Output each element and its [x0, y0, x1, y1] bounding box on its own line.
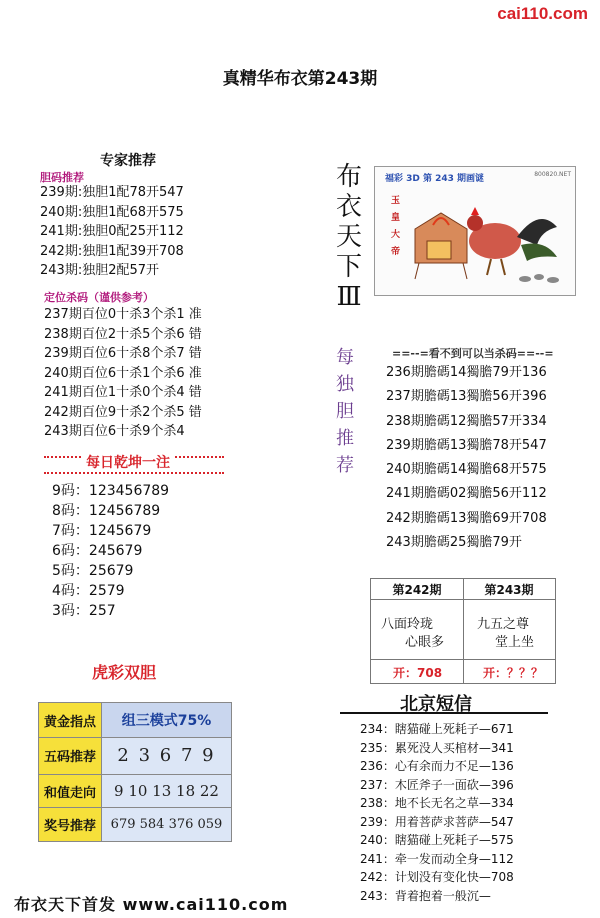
list-item: 242期百位9十杀2个杀5 错 [44, 404, 202, 420]
list-item: 240期膽碼14獨膽68开575 [386, 462, 547, 478]
vertical-char: 玉 [391, 196, 401, 206]
riddle-table [370, 578, 556, 684]
tiger-value: 679 584 376 059 [102, 808, 232, 842]
vertical-recommend [332, 344, 358, 479]
list-item: 238期百位2十杀5个杀6 错 [44, 326, 202, 342]
divider [44, 472, 224, 474]
riddle-col2-line2: 堂上坐 [495, 635, 535, 650]
kill-list [44, 305, 202, 442]
vertical-char: 下 [335, 252, 362, 282]
site-logo-text[interactable]: cai110.com [497, 4, 588, 23]
vertical-char: 衣 [335, 192, 362, 222]
list-item: 4码：2579 [52, 583, 125, 599]
footer-text[interactable]: 布衣天下首发 www.cai110.com [14, 895, 289, 914]
list-item: 243期膽碼25獨膽79开 [386, 535, 522, 551]
vertical-title [334, 162, 364, 312]
riddle-col2-head: 第243期 [484, 583, 534, 597]
list-item: 243：背着抱着一般沉— [360, 888, 491, 903]
beijing-list [360, 720, 514, 905]
list-item: 5码：25679 [52, 563, 134, 579]
vertical-char: 大 [391, 230, 401, 240]
list-item: 238期膽碼12獨膽57开334 [386, 413, 547, 429]
list-item: 8码：12456789 [52, 503, 161, 519]
list-item: 239期百位6十杀8个杀7 错 [44, 346, 202, 361]
riddle-col1-line2: 心眼多 [405, 635, 445, 650]
poster-caption: 福彩 3D 第 243 期画谜 [385, 174, 485, 184]
poster-illustration [375, 167, 575, 295]
tiger-value: 9 10 13 18 22 [102, 774, 232, 808]
stones-icon [519, 274, 559, 283]
dan-list [40, 183, 184, 281]
list-item: 237：木匠斧子一面砍—396 [360, 777, 514, 792]
list-item: 239期:独胆1配78开547 [40, 185, 184, 200]
list-item: 238：地不长无名之草—334 [360, 796, 514, 810]
vertical-char: 帝 [391, 247, 401, 257]
tiger-value: 2 3 6 7 9 [102, 738, 232, 775]
riddle-col2-open: 开：？？？ [483, 666, 544, 680]
vertical-char: Ⅲ [336, 282, 362, 312]
list-item: 240期百位6十杀1个杀6 准 [44, 365, 202, 381]
beijing-heading: 北京短信 [400, 694, 472, 715]
vertical-char: 推 [336, 428, 354, 449]
vertical-char: 布 [335, 162, 362, 192]
tiger-label: 奖号推荐 [39, 808, 102, 842]
list-item: 236：心有余而力不足—136 [360, 759, 514, 773]
list-item: 234：瞎猫碰上死耗子—671 [360, 722, 514, 736]
list-item: 241期:独胆0配25开112 [40, 224, 184, 239]
daily-heading: 每日乾坤一注 [82, 452, 174, 472]
riddle-col1-head: 第242期 [392, 583, 442, 597]
tiger-label: 和值走向 [39, 774, 102, 808]
list-item: 7码：1245679 [52, 523, 152, 539]
divider [371, 599, 555, 600]
vertical-char: 皇 [391, 213, 401, 223]
kill-subheading: 定位杀码（谨供参考） [44, 291, 154, 304]
list-item: 242期膽碼13獨膽69开708 [386, 510, 547, 526]
list-item: 235：累死没人买棺材—341 [360, 740, 514, 755]
divider [371, 659, 555, 660]
vertical-char: 荐 [336, 455, 354, 476]
page-title: 真精华布衣第243期 [222, 69, 378, 89]
list-item: 240：瞎猫碰上死耗子—575 [360, 833, 514, 847]
vertical-char: 独 [336, 374, 354, 395]
list-item: 239：用着菩萨求菩萨—547 [360, 814, 514, 829]
dan-subheading: 胆码推荐 [40, 171, 84, 184]
list-item: 237期百位0十杀3个杀1 准 [44, 307, 202, 322]
list-item: 9码：123456789 [52, 483, 170, 499]
tiger-table [38, 702, 232, 842]
poster-corner-text: 800820.NET [534, 171, 571, 178]
list-item: 241：牵一发而动全身—112 [360, 851, 514, 866]
list-item: 241期膽碼02獨膽56开112 [386, 486, 547, 502]
dudan-banner: ==--=看不到可以当杀码==--= [392, 347, 554, 360]
riddle-poster [374, 166, 576, 296]
rooster-icon [467, 207, 557, 275]
riddle-col1-open: 开：708 [393, 666, 443, 680]
dudan-list [386, 361, 547, 555]
list-item: 241期百位1十杀0个杀4 错 [44, 385, 202, 400]
riddle-col1-line1: 八面玲珑 [381, 617, 434, 632]
expert-heading: 专家推荐 [100, 153, 156, 169]
tiger-label: 五码推荐 [39, 738, 102, 775]
daily-codes [52, 481, 169, 621]
vertical-char: 天 [335, 222, 362, 252]
list-item: 242期:独胆1配39开708 [40, 243, 184, 259]
riddle-col2-line1: 九五之尊 [477, 617, 530, 632]
furnace-icon [415, 213, 467, 279]
tiger-label: 黄金指点 [39, 703, 102, 738]
tiger-value: 组三模式75% [102, 703, 232, 738]
vertical-char: 胆 [336, 401, 354, 422]
vertical-char: 每 [336, 347, 354, 368]
list-item: 3码：257 [52, 603, 116, 619]
list-item: 243期百位6十杀9个杀4 [44, 424, 185, 439]
list-item: 243期:独胆2配57开 [40, 263, 160, 278]
list-item: 240期:独胆1配68开575 [40, 204, 184, 220]
list-item: 6码：245679 [52, 543, 143, 559]
list-item: 237期膽碼13獨膽56开396 [386, 389, 547, 405]
list-item: 236期膽碼14獨膽79开136 [386, 365, 547, 380]
list-item: 239期膽碼13獨膽78开547 [386, 437, 547, 453]
tiger-heading: 虎彩双胆 [92, 663, 157, 682]
list-item: 242：计划没有变化快—708 [360, 870, 514, 884]
